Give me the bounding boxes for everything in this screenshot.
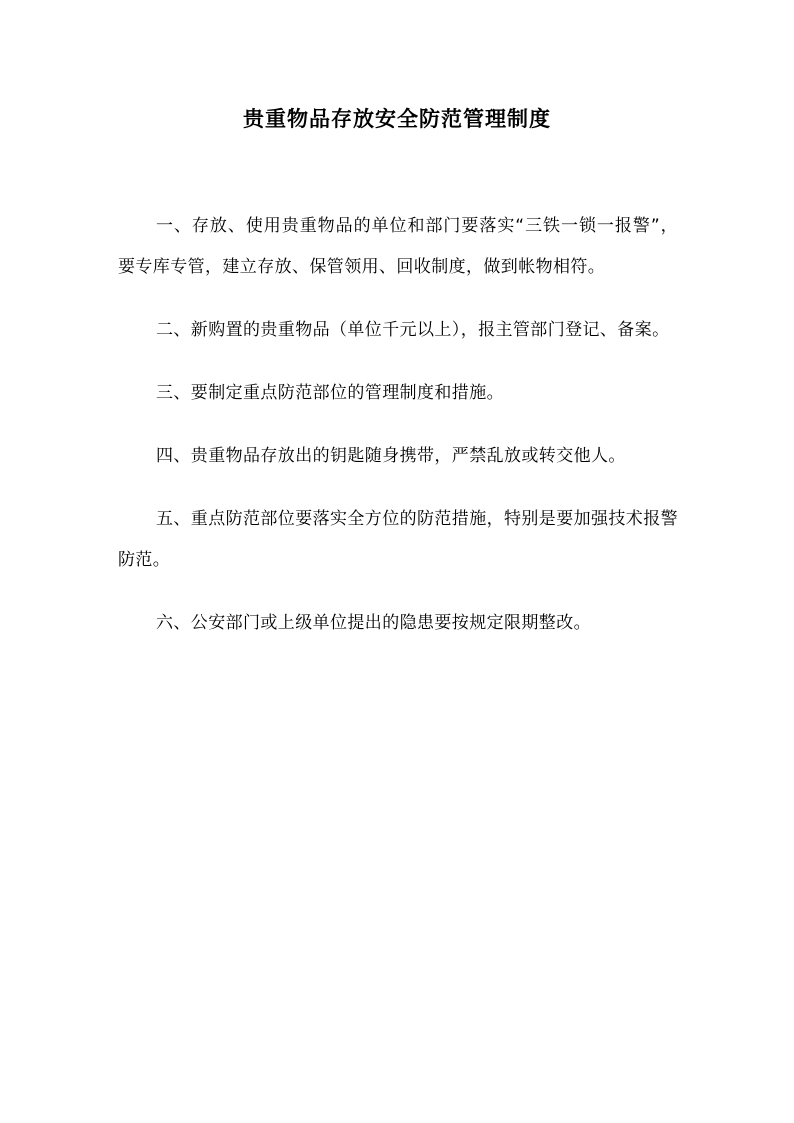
paragraph-5: 五、重点防范部位要落实全方位的防范措施，特别是要加强技术报警防范。	[118, 509, 678, 570]
paragraph-2: 二、新购置的贵重物品（单位千元以上），报主管部门登记、备案。	[156, 320, 670, 340]
paragraph-6: 六、公安部门或上级单位提出的隐患要按规定限期整改。	[156, 613, 591, 633]
document-title: 贵重物品存放安全防范管理制度	[243, 107, 551, 131]
paragraph-4: 四、贵重物品存放出的钥匙随身携带，严禁乱放或转交他人。	[156, 446, 626, 466]
paragraph-1: 一、存放、使用贵重物品的单位和部门要落实“三铁一锁一报警”，要专库专管，建立存放、保管领用、回收制度，做到帐物相符。	[118, 216, 678, 277]
paragraph-3: 三、要制定重点防范部位的管理制度和措施。	[156, 383, 504, 403]
document-body	[118, 206, 678, 666]
